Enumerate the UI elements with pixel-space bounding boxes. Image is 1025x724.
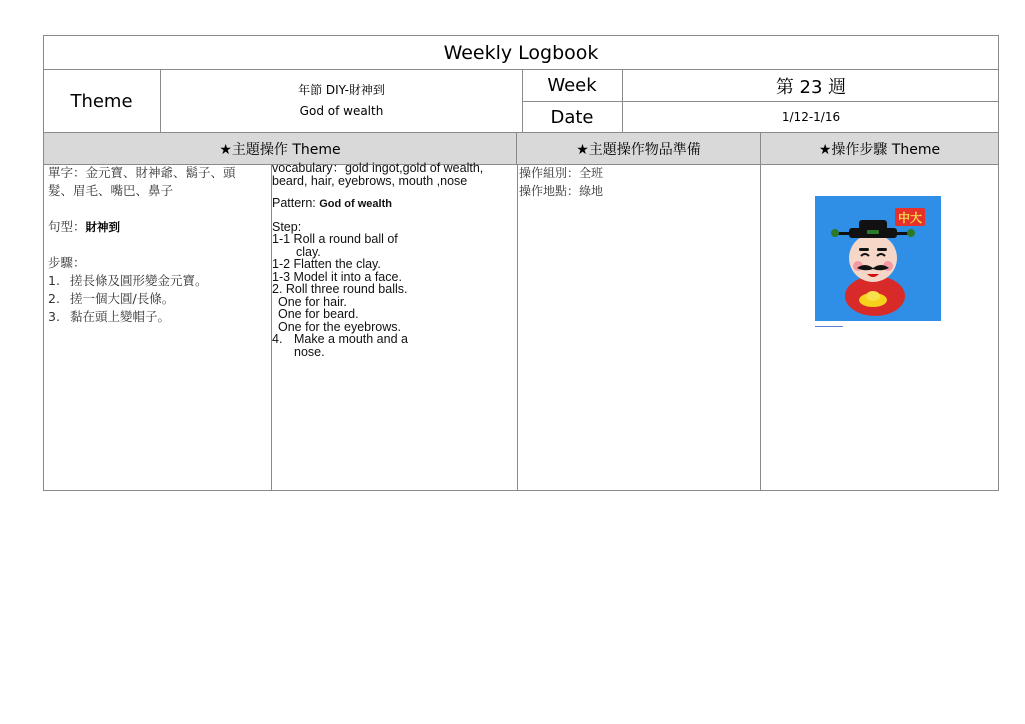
theme-label: Theme: [70, 90, 133, 112]
step-text: 黏在頭上變帽子。: [70, 309, 171, 324]
step-number: 3.: [48, 309, 60, 324]
pattern-line: [272, 197, 516, 211]
step-text: Make a mouth and a: [294, 332, 408, 346]
step-text: 搓一個大圓/長條。: [70, 291, 175, 306]
image-caption-link[interactable]: [815, 326, 843, 327]
theme-value-zh: 年節 DIY-財神到: [298, 82, 385, 97]
pattern-prefix: Pattern:: [272, 196, 320, 210]
divider: [517, 164, 518, 491]
prep-place: 操作地點：綠地: [519, 184, 604, 198]
divider: [760, 164, 761, 491]
step-number: 4.: [272, 332, 283, 346]
step-number: 1.: [48, 273, 60, 288]
list-item: [48, 272, 268, 290]
prep-group: 操作組別：全班: [519, 166, 604, 180]
step-line: One for beard.: [278, 307, 359, 321]
week-value: 第 23 週: [775, 76, 847, 98]
god-of-wealth-image: [815, 196, 941, 321]
list-item: [272, 333, 516, 346]
step-line: nose.: [294, 344, 325, 359]
vocab-line: vocabulary：gold ingot,gold of wealth,: [272, 161, 484, 175]
list-item: [48, 308, 268, 326]
steps-label: 步驟：: [48, 255, 86, 270]
step-label: Step:: [272, 219, 302, 234]
english-content: [272, 162, 516, 358]
list-item: [48, 290, 268, 308]
date-value: 1/12-1/16: [781, 110, 841, 124]
column-header-steps: ★操作步驟 Theme: [818, 141, 941, 158]
theme-value: [161, 70, 522, 132]
step-line: 1-2 Flatten the clay.: [272, 257, 381, 271]
column-header-materials: ★主題操作物品準備: [576, 141, 701, 158]
chinese-content: [48, 164, 268, 326]
step-line: 1-3 Model it into a face.: [272, 269, 402, 284]
vocab-line: 單字：金元寶、財神爺、鬍子、頭: [48, 165, 236, 180]
prep-content: [519, 164, 757, 200]
week-label: Week: [547, 75, 597, 96]
step-line: One for hair.: [278, 294, 347, 309]
step-line: 2. Roll three round balls.: [272, 282, 408, 296]
step-line: One for the eyebrows.: [278, 319, 401, 334]
pattern-prefix: 句型：: [48, 219, 86, 234]
badge: 中大: [895, 208, 925, 226]
column-header-theme: ★主題操作 Theme: [219, 141, 341, 158]
vocab-line: beard, hair, eyebrows, mouth ,nose: [272, 173, 468, 188]
pattern-value: God of wealth: [319, 198, 392, 210]
date-label: Date: [550, 106, 594, 128]
step-number: 2.: [48, 291, 60, 306]
step-line: clay.: [296, 244, 321, 259]
step-text: 搓長條及圓形變金元寶。: [70, 273, 208, 288]
theme-value-en: God of wealth: [299, 104, 384, 118]
page-title: Weekly Logbook: [443, 41, 599, 64]
pattern-line: [48, 218, 268, 236]
vocab-line: 髮、眉毛、嘴巴、鼻子: [48, 183, 174, 198]
pattern-value: 財神到: [85, 220, 121, 234]
step-line: 1-1 Roll a round ball of: [272, 232, 398, 246]
